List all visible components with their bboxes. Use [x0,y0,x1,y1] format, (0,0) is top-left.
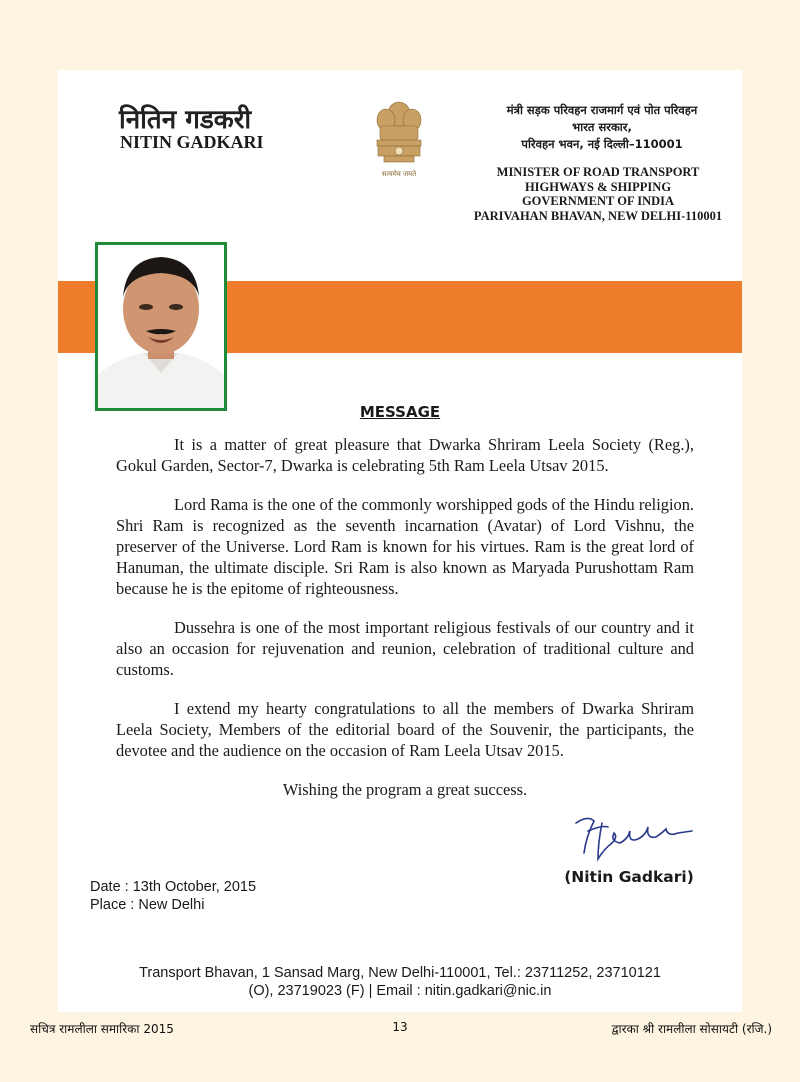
ministry-hindi-line: परिवहन भवन, नई दिल्ली–110001 [521,137,683,151]
message-paragraph: Lord Rama is the one of the commonly worshipped gods of the Hindu religion. Shri Ram is recognized as the seventh incarnation (Avatar) of Lord Vishnu, the preserver of the Universe. Lord Ram is known for his virtues. Ram is the great lord of Hanuman, the ultimate disciple. Sri Ram is also known as Maryada Purushottam Ram because he is the epitome of righteousness. [116,495,694,598]
emblem-motto: सत्यमेव जयते [381,170,417,178]
handwritten-signature [568,813,698,873]
date-place-block [90,878,256,914]
letter-page [58,70,742,1012]
name-english: NITIN GADKARI [120,132,264,152]
message-heading: MESSAGE [359,403,441,421]
ministry-english-block [456,165,740,223]
ministry-hindi-line: भारत सरकार, [572,120,632,134]
address-line: Transport Bhavan, 1 Sansad Marg, New Delhi-110001, Tel.: 23711252, 23710121 [139,965,661,981]
closing-line: Wishing the program a great success. [282,780,528,799]
office-address [58,964,742,1000]
souvenir-footer [0,1016,800,1038]
message-paragraph: I extend my hearty congratulations to all the members of Dwarka Shriram Leela Society, Members of the editorial board of the Souvenir, the participants, the devotee and the audience on the occasion of Ram Leela Utsav 2015. [116,699,694,760]
ministry-hindi-block [462,102,742,153]
national-emblem-icon [372,96,426,196]
page-number: 13 [392,1020,408,1034]
footer-left-text: सचित्र रामलीला समारिका 2015 [30,1022,174,1036]
message-paragraph: Dussehra is one of the most important religious festivals of our country and it also an occasion for rejuvenation and reunion, celebration of traditional culture and customs. [116,618,694,679]
message-body [116,434,694,818]
portrait-photo [95,242,227,411]
place-text: Place : New Delhi [90,897,205,913]
ministry-english-line: MINISTER OF ROAD TRANSPORT [496,165,700,179]
signatory-name: (Nitin Gadkari) [564,868,694,886]
date-text: Date : 13th October, 2015 [90,879,257,895]
ministry-english-line: PARIVAHAN BHAVAN, NEW DELHI-110001 [473,208,723,223]
ministry-english-line: HIGHWAYS & SHIPPING [524,179,672,194]
message-paragraph: It is a matter of great pleasure that Dwarka Shriram Leela Society (Reg.), Gokul Garden, Sector-7, Dwarka is celebrating 5th Ram Leela Utsav 2015. [116,435,694,475]
ministry-hindi-line: मंत्री सड़क परिवहन राजमार्ग एवं पोत परिवहन [506,103,698,117]
ministry-english-line: GOVERNMENT OF INDIA [521,194,675,208]
name-hindi: नितिन गडकरी [119,105,252,135]
footer-right-text: द्वारका श्री रामलीला सोसायटी (रजि.) [611,1022,772,1036]
address-line: (O), 23719023 (F) | Email : nitin.gadkari@nic.in [248,983,552,999]
